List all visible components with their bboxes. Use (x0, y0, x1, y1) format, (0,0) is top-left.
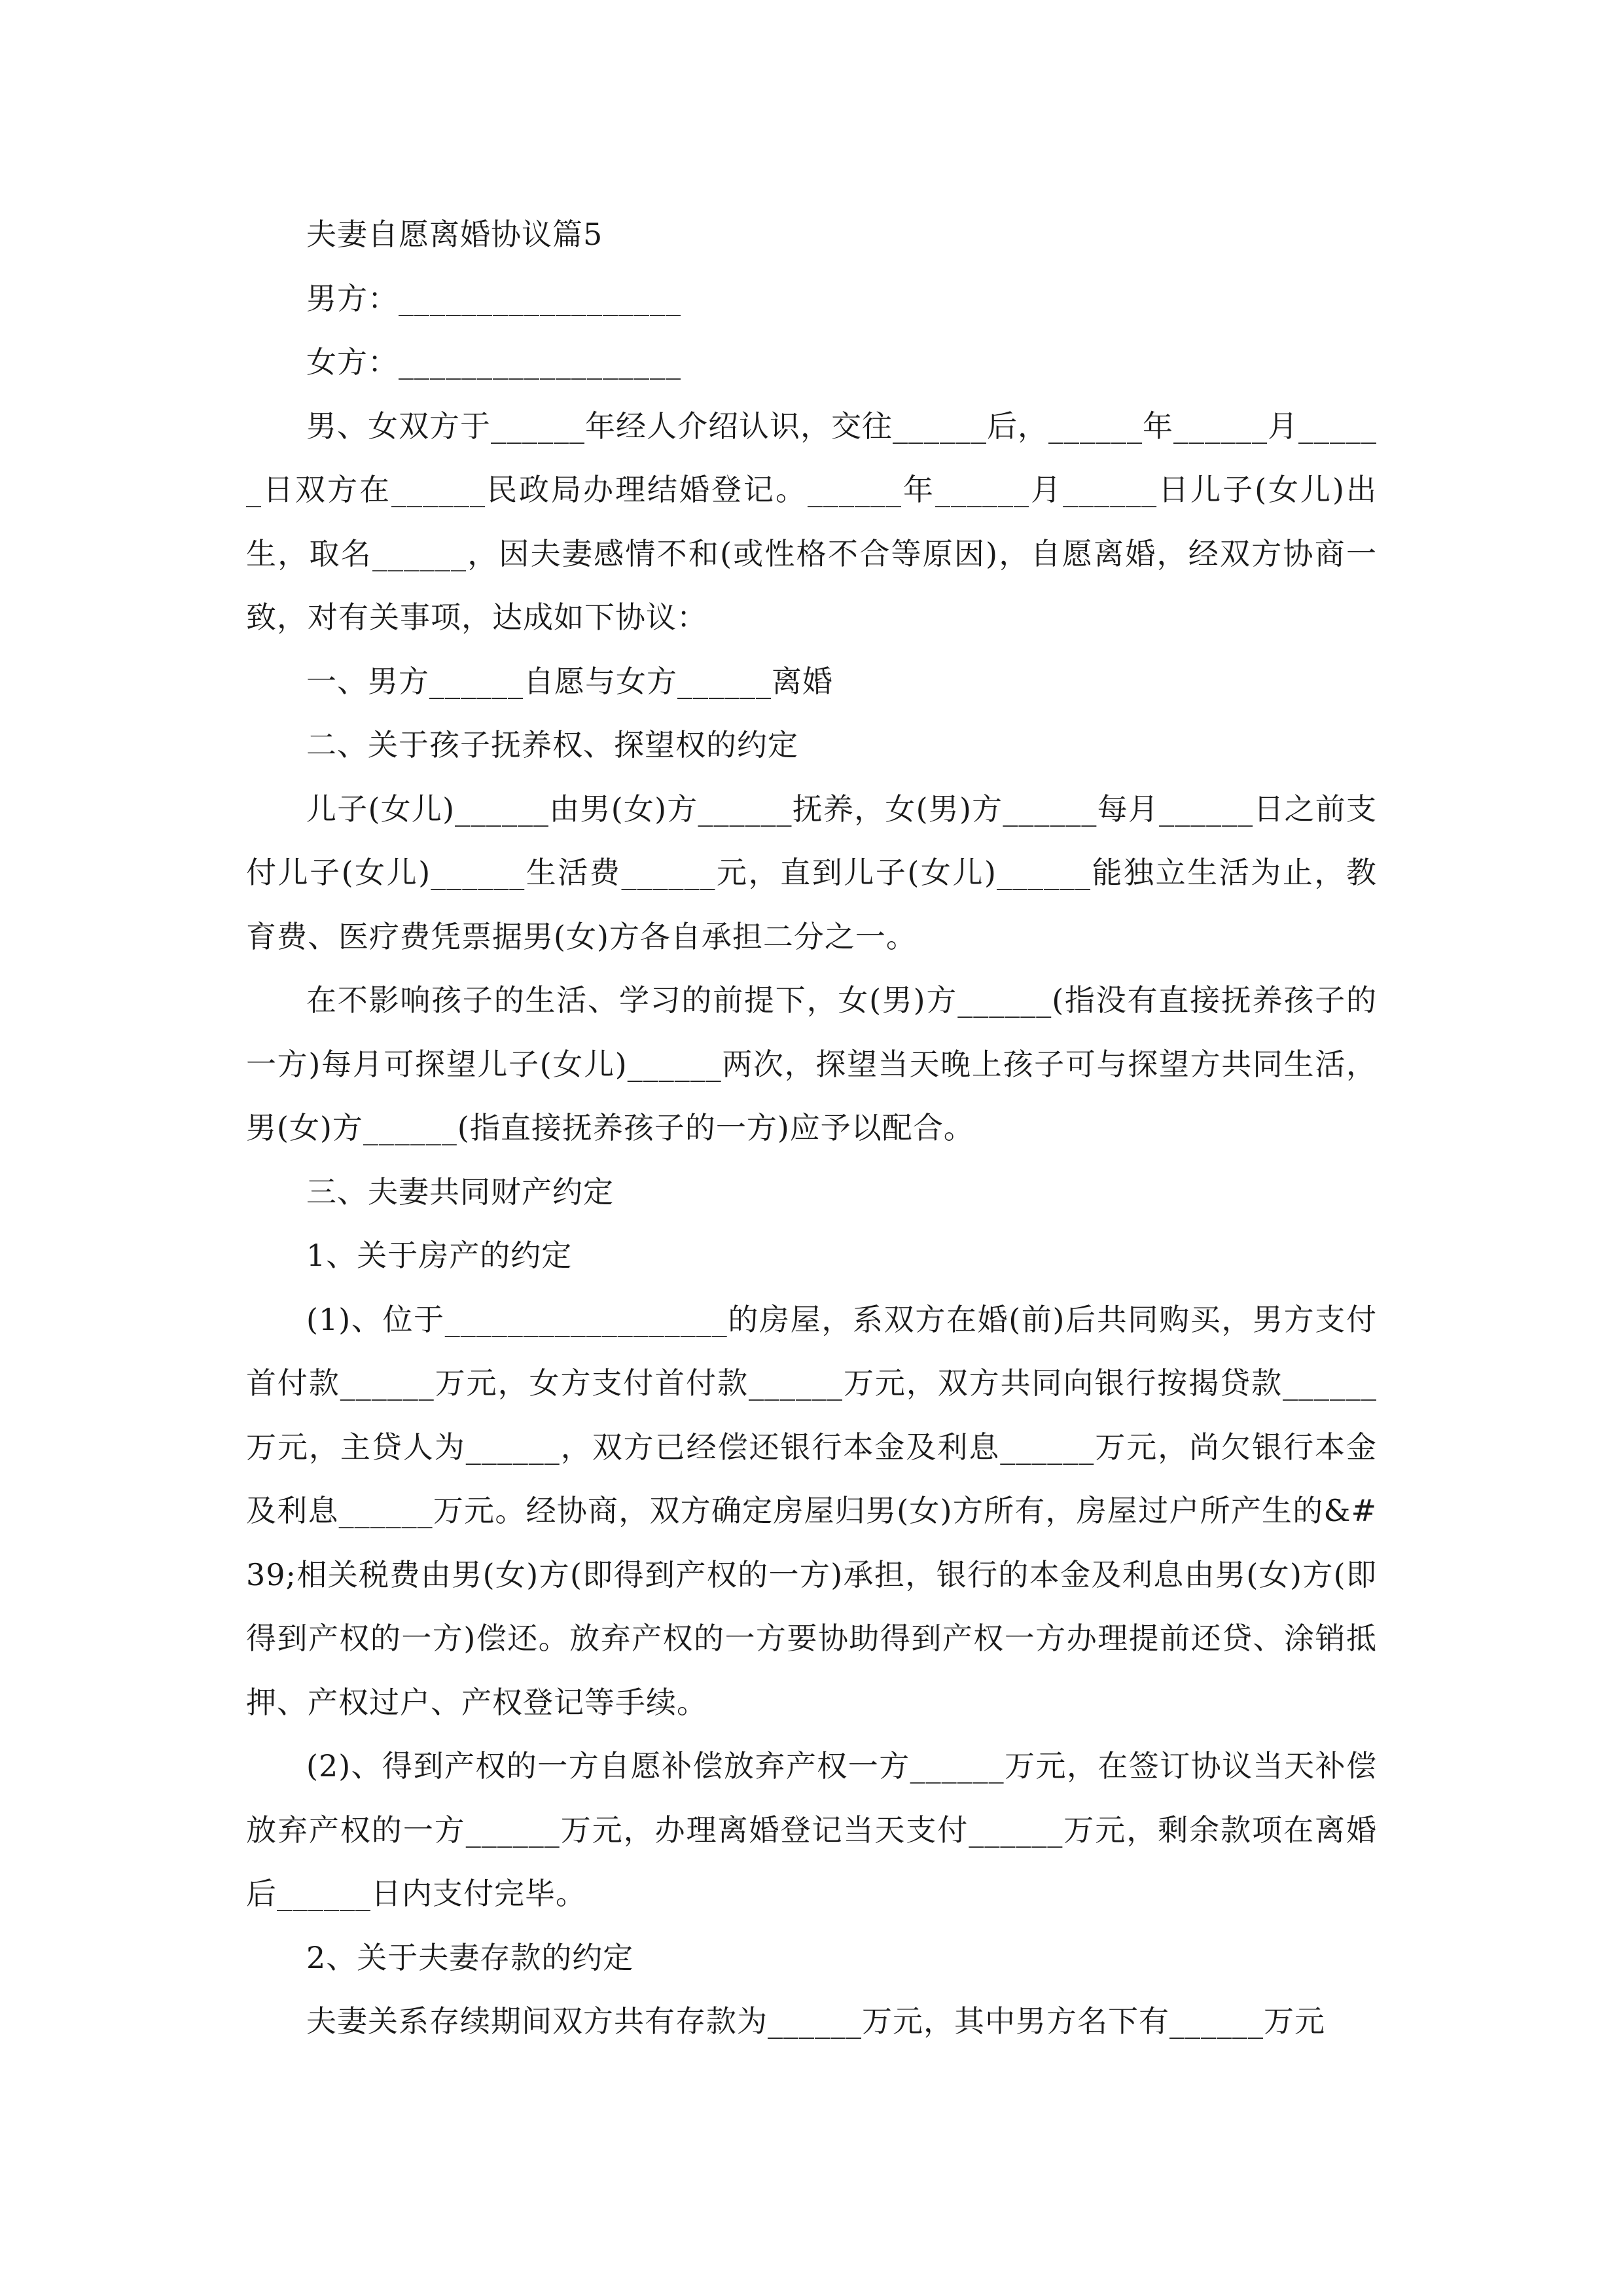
agreement-body (246, 203, 1377, 2054)
savings-subheading: 2、关于夫妻存款的约定 (306, 1939, 634, 1975)
property-clause-1: (1)、位于__________________的房屋，系双方在婚(前)后共同购买，男方支付首付款______万元，女方支付首付款______万元，双方共同向银行按揭贷款______万元，主贷人为______，双方已经偿还银行本金及利息______万元，尚欠银行本金及利息______万元。经协商，双方确定房屋归男(女)方所有，房屋过户所产生的&#39;相关税费由男(女)方(即得到产权的一方)承担，银行的本金及利息由男(女)方(即得到产权的一方)偿还。放弃产权的一方要协助得到产权一方办理提前还贷、涂销抵押、产权过户、产权登记等手续。 (246, 1301, 1377, 1720)
property-clause-2: (2)、得到产权的一方自愿补偿放弃产权一方______万元，在签订协议当天补偿放弃产权的一方______万元，办理离婚登记当天支付______万元，剩余款项在离婚后______日内支付完毕。 (246, 1748, 1377, 1911)
intro-paragraph: 男、女双方于______年经人介绍认识，交往______后，______年______月______日双方在______民政局办理结婚登记。______年______月______日儿子(女儿)出生，取名______，因夫妻感情不和(或性格不合等原因)，自愿离婚，经双方协商一致，对有关事项，达成如下协议： (246, 408, 1377, 635)
woman-party-line: 女方：__________________ (306, 344, 681, 380)
custody-paragraph: 儿子(女儿)______由男(女)方______抚养，女(男)方______每月______日之前支付儿子(女儿)______生活费______元，直到儿子(女儿)______能独立生活为止，教育费、医疗费凭票据男(女)方各自承担二分之一。 (246, 791, 1377, 954)
visitation-paragraph: 在不影响孩子的生活、学习的前提下，女(男)方______(指没有直接抚养孩子的一方)每月可探望儿子(女儿)______两次，探望当天晚上孩子可与探望方共同生活，男(女)方______(指直接抚养孩子的一方)应予以配合。 (246, 982, 1377, 1145)
clause-1-divorce: 一、男方______自愿与女方______离婚 (306, 663, 833, 699)
savings-paragraph: 夫妻关系存续期间双方共有存款为______万元，其中男方名下有______万元 (306, 2003, 1325, 2039)
property-subheading: 1、关于房产的约定 (306, 1238, 573, 1273)
man-party-line: 男方：__________________ (306, 280, 681, 316)
section-3-heading: 三、夫妻共同财产约定 (306, 1174, 614, 1210)
document-title: 夫妻自愿离婚协议篇5 (306, 217, 603, 252)
section-2-heading: 二、关于孩子抚养权、探望权的约定 (306, 727, 798, 762)
